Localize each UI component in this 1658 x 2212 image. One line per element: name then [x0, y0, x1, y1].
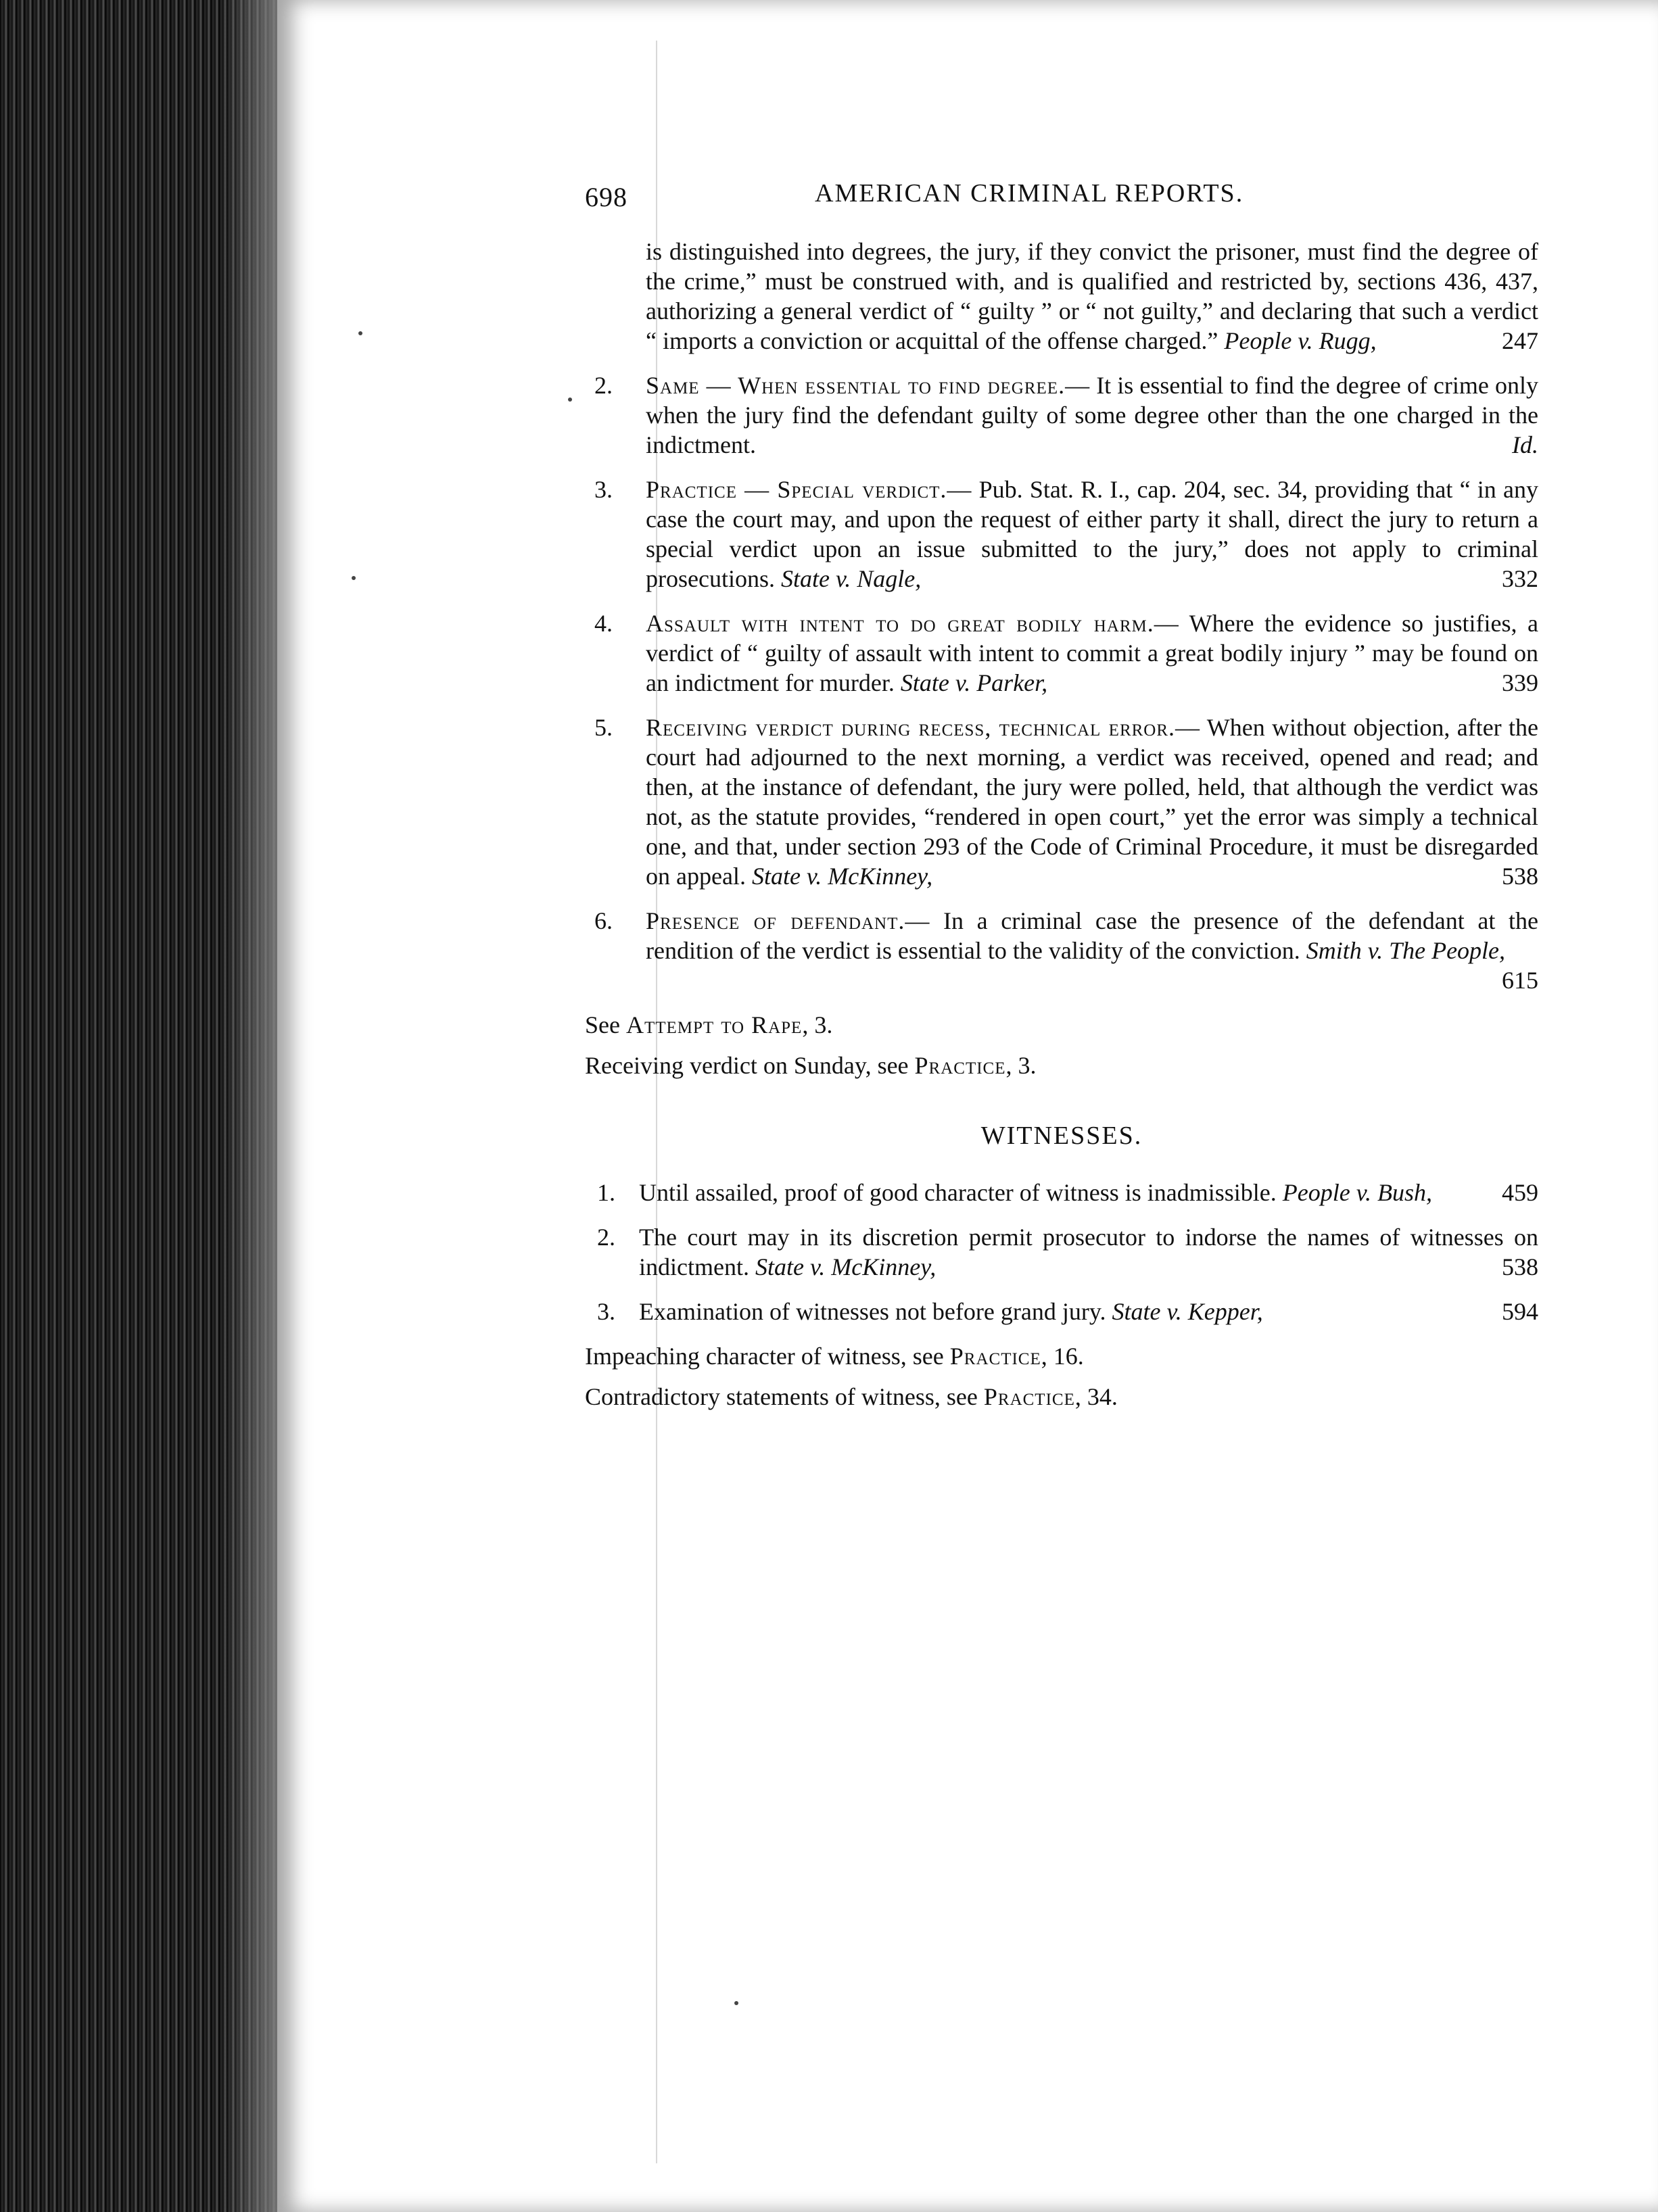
entry-text: In a criminal case the presence of the defendant at the rendition of the verdict is essential to the validity of the conviction. [646, 907, 1538, 964]
cross-reference-prefix: See [585, 1011, 626, 1038]
entry-number: 2. [594, 372, 613, 399]
case-citation: Id. [1512, 431, 1538, 458]
entry-number: 5. [594, 714, 613, 741]
cross-reference-prefix: Impeaching character of witness, see [585, 1343, 950, 1370]
continuation-paragraph [585, 237, 1538, 356]
verdict-entries [585, 370, 1538, 995]
cross-reference [585, 1051, 1538, 1080]
case-citation: State v. Nagle, [780, 565, 922, 592]
entry-heading: Practice — Special verdict.— [646, 476, 972, 503]
entry-heading: Assault with intent to do great bodily harm.— [646, 610, 1179, 637]
entry-heading: Same — When essential to find degree.— [646, 372, 1091, 399]
cross-reference-suffix: , 34. [1074, 1383, 1118, 1410]
cross-reference-prefix: Receiving verdict on Sunday, see [585, 1052, 915, 1079]
case-citation: State v. Parker, [900, 669, 1048, 696]
case-citation: People v. Rugg, [1224, 327, 1377, 354]
entry-text: It is essential to find the degree of crime only when the jury find the defendant guilty of some degree other than the one charged in the indictment. [646, 372, 1538, 458]
digest-entry [585, 1178, 1538, 1207]
speck [358, 331, 362, 335]
digest-entry [585, 608, 1538, 698]
entry-number: 2. [597, 1224, 615, 1251]
page-reference: 615 [1502, 967, 1538, 994]
entry-heading: Receiving verdict during recess, technical error.— [646, 714, 1201, 741]
entry-text: Where the evidence so justifies, a verdict of “ guilty of assault with intent to commit a great bodily injury ” may be found on an indictment for murder. [646, 610, 1538, 696]
digest-entry [585, 906, 1538, 995]
page-reference: 332 [1502, 565, 1538, 592]
page-number: 698 [585, 182, 627, 212]
witness-entries [585, 1178, 1538, 1326]
entry-heading: Presence of defendant.— [646, 907, 930, 934]
page-reference: 538 [1502, 863, 1538, 890]
cross-reference-target: Practice [914, 1052, 1006, 1079]
digest-entry [585, 475, 1538, 594]
cross-reference [585, 1382, 1538, 1412]
digest-entry [585, 1222, 1538, 1282]
page-content [585, 169, 1538, 1422]
entry-number: 6. [594, 907, 613, 934]
cross-reference-target: Attempt to Rape [625, 1011, 803, 1038]
cross-reference [585, 1010, 1538, 1040]
cross-reference [585, 1341, 1538, 1371]
page-reference: 538 [1502, 1253, 1538, 1280]
entry-number: 3. [597, 1298, 615, 1325]
page-reference: 339 [1502, 669, 1538, 696]
entry-text: Until assailed, proof of good character of witness is inadmissible. [639, 1179, 1277, 1206]
page-reference: 247 [1502, 327, 1538, 354]
entry-number: 4. [594, 610, 613, 637]
cross-reference-suffix: , 3. [802, 1011, 833, 1038]
cross-reference-target: Practice [983, 1383, 1075, 1410]
page-reference: 459 [1502, 1179, 1538, 1206]
cross-reference-suffix: , 16. [1041, 1343, 1084, 1370]
entry-number: 1. [597, 1179, 615, 1206]
page-reference: 594 [1502, 1298, 1538, 1325]
speck [352, 576, 356, 580]
entry-text: The court may in its discretion permit prosecutor to indorse the names of witnesses on indictment. [639, 1224, 1538, 1280]
speck [734, 2001, 738, 2005]
cross-reference-prefix: Contradictory statements of witness, see [585, 1383, 984, 1410]
entry-number: 3. [594, 476, 613, 503]
case-citation: State v. McKinney, [755, 1253, 937, 1280]
continuation-text: is distinguished into degrees, the jury, if they convict the prisoner, must find the degree of the crime,” must be construed with, and is qualified and restricted by, sections 436, 437, authorizing a general verdict of “ guilty ” or “ not guilty,” and declaring that such a verdict “ imports a conviction or acquittal of the offense charged.” [646, 238, 1538, 354]
digest-entry [585, 713, 1538, 891]
digest-entry [585, 1297, 1538, 1326]
case-citation: State v. Kepper, [1112, 1298, 1263, 1325]
cross-reference-suffix: , 3. [1005, 1052, 1037, 1079]
section-title-witnesses: WITNESSES. [980, 1122, 1143, 1150]
entry-text: Examination of witnesses not before grand jury. [639, 1298, 1106, 1325]
case-citation: People v. Bush, [1282, 1179, 1433, 1206]
digest-entry [585, 370, 1538, 460]
speck [568, 398, 572, 402]
page-header [585, 169, 1538, 216]
case-citation: State v. McKinney, [751, 863, 933, 890]
running-title: AMERICAN CRIMINAL REPORTS. [815, 179, 1244, 208]
entry-text: Pub. Stat. R. I., cap. 204, sec. 34, providing that “ in any case the court may, and upon the request of either party it shall, direct the jury to return a special verdict upon an issue submitted to the jury,” does not apply to criminal prosecutions. [646, 476, 1538, 592]
entry-text: When without objection, after the court had adjourned to the next morning, a verdict was received, opened and read; and then, at the instance of defendant, the jury were polled, held, that although the verdict was not, as the statute provides, “rendered in open court,” yet the error was simply a technical one, and that, under section 293 of the Code of Criminal Procedure, it must be disregarded on appeal. [646, 714, 1538, 890]
case-citation: Smith v. The People, [1306, 937, 1506, 964]
cross-reference-target: Practice [949, 1343, 1041, 1370]
